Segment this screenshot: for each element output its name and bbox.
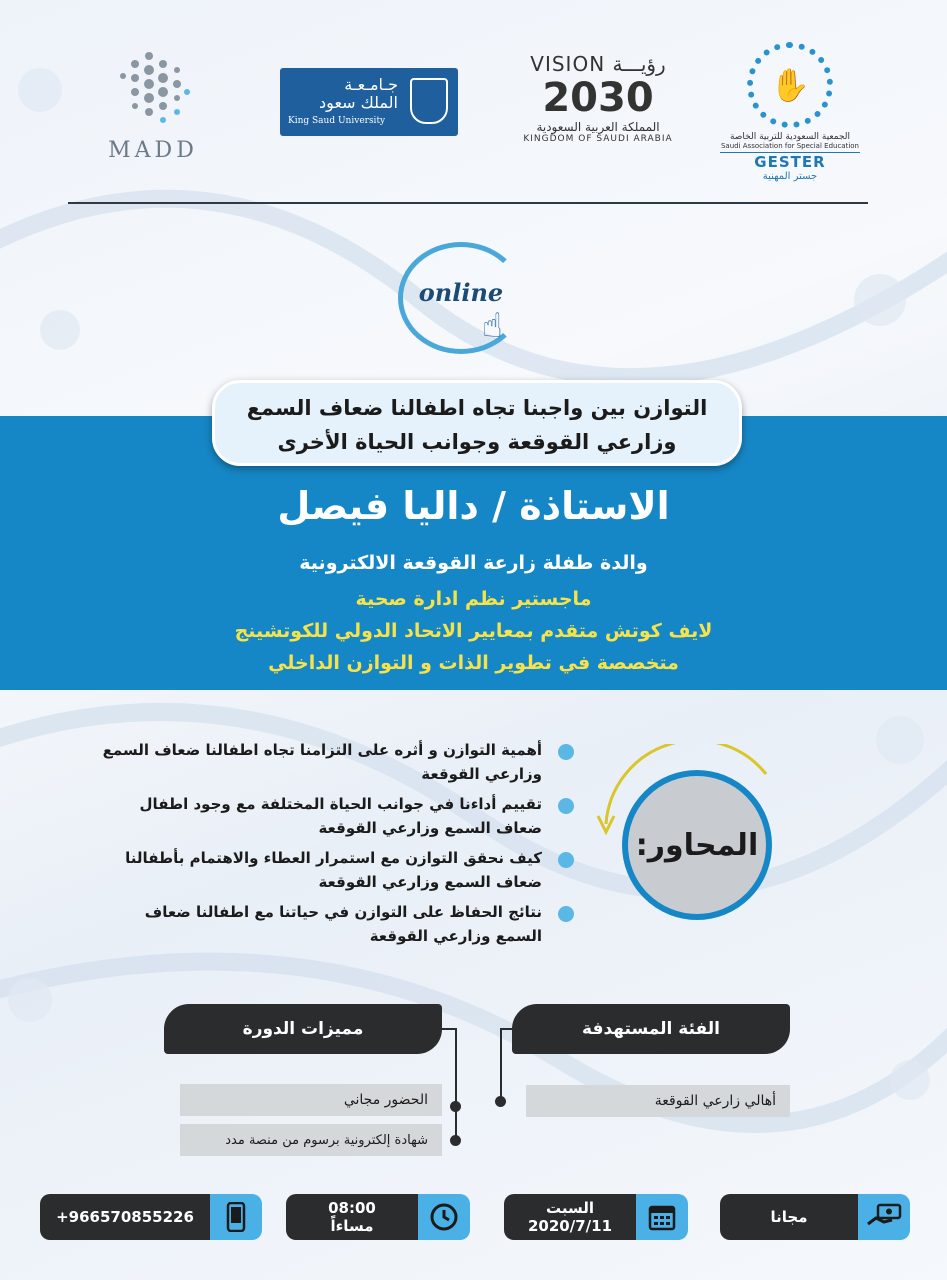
time-value: 08:00 <box>328 1199 376 1217</box>
credential-2: ماجستير نظم ادارة صحية <box>355 588 592 610</box>
course-title-line2: وزارعي القوقعة وجوانب الحياة الأخرى <box>277 430 677 454</box>
features-dot-1 <box>450 1101 461 1112</box>
feature-item-1: الحضور مجاني <box>180 1084 442 1116</box>
online-label: online <box>418 278 504 307</box>
credential-4: متخصصة في تطوير الذات و التوازن الداخلي <box>268 652 679 674</box>
course-title-line1: التوازن بين واجبنا تجاه اطفالنا ضعاف السمع <box>246 396 708 420</box>
time-box <box>286 1194 470 1240</box>
bullet-dot <box>558 744 574 760</box>
price-value: مجانا <box>720 1194 858 1240</box>
gester-logo: ✋ الجمعية السعودية للتربية الخاصة Saudi Association for Special Education GESTER جستر المهنية <box>720 42 860 182</box>
target-connector-h <box>500 1028 514 1030</box>
bullet-dot <box>558 906 574 922</box>
axes-title: المحاور: <box>635 827 759 863</box>
vision-kingdom-en: KINGDOM OF SAUDI ARABIA <box>523 134 673 144</box>
axis-item: نتائج الحفاظ على التوازن في حياتنا مع اطفالنا ضعاف السمع وزارعي القوقعة <box>100 900 576 948</box>
vision-word: VISION رؤيـــة <box>530 52 666 76</box>
bullet-dot <box>558 798 574 814</box>
credential-1: والدة طفلة زارعة القوقعة الالكترونية <box>299 552 648 574</box>
axis-item: كيف نحقق التوازن مع استمرار العطاء والاهتمام بأطفالنا ضعاف السمع وزارعي القوقعة <box>100 846 576 894</box>
money-icon <box>858 1194 910 1240</box>
ksu-english: King Saud University <box>288 116 386 126</box>
date-box <box>504 1194 688 1240</box>
feature-item-2: شهادة إلكترونية برسوم من منصة مدد <box>180 1124 442 1156</box>
phone-icon <box>210 1194 262 1240</box>
target-title-pill: الفئة المستهدفة <box>512 1004 790 1054</box>
gester-emblem-icon: ✋ <box>747 42 833 128</box>
features-connector-h <box>442 1028 456 1030</box>
features-dot-2 <box>450 1135 461 1146</box>
target-item: أهالي زارعي القوقعة <box>526 1085 790 1117</box>
credential-3: لايف كوتش متقدم بمعايير الاتحاد الدولي للكوتشينج <box>234 620 713 642</box>
time-period: مساءاً <box>330 1217 374 1235</box>
online-badge <box>398 242 524 354</box>
vision-year: 2030 <box>542 75 654 121</box>
axis-item: أهمية التوازن و أثره على التزامنا تجاه اطفالنا ضعاف السمع وزارعي القوقعة <box>100 738 576 786</box>
ksu-logo <box>280 68 458 136</box>
course-title-box <box>212 380 742 466</box>
axes-circle <box>622 770 772 920</box>
speaker-name: الاستاذة / داليا فيصل <box>277 484 670 528</box>
day-value: السبت <box>545 1199 595 1217</box>
date-value: 2020/7/11 <box>527 1217 613 1235</box>
axis-item: تقييم أداءنا في جوانب الحياة المختلفة مع وجود اطفال ضعاف السمع وزارعي القوقعة <box>100 792 576 840</box>
header-logos <box>70 38 870 198</box>
pointer-hand-icon: ☝ <box>482 306 503 346</box>
target-dot <box>495 1096 506 1107</box>
vision-kingdom-ar: المملكة العربية السعودية <box>536 120 660 134</box>
axes-list <box>100 738 576 954</box>
madd-word: MADD <box>108 138 198 163</box>
madd-logo <box>98 48 208 163</box>
clock-icon <box>418 1194 470 1240</box>
madd-dots-icon <box>113 48 193 128</box>
price-box <box>720 1194 910 1240</box>
target-connector <box>500 1028 502 1106</box>
calendar-icon <box>636 1194 688 1240</box>
header-divider <box>68 202 868 204</box>
bullet-dot <box>558 852 574 868</box>
vision-2030-logo <box>518 52 678 144</box>
features-connector <box>455 1028 457 1144</box>
time-text <box>286 1194 418 1240</box>
phone-number: +966570855226 <box>40 1194 210 1240</box>
date-text <box>504 1194 636 1240</box>
phone-box <box>40 1194 262 1240</box>
ksu-emblem-icon <box>410 78 448 124</box>
ksu-arabic: جـامـعـة الملك سعود <box>319 75 398 112</box>
features-title-pill: مميزات الدورة <box>164 1004 442 1054</box>
